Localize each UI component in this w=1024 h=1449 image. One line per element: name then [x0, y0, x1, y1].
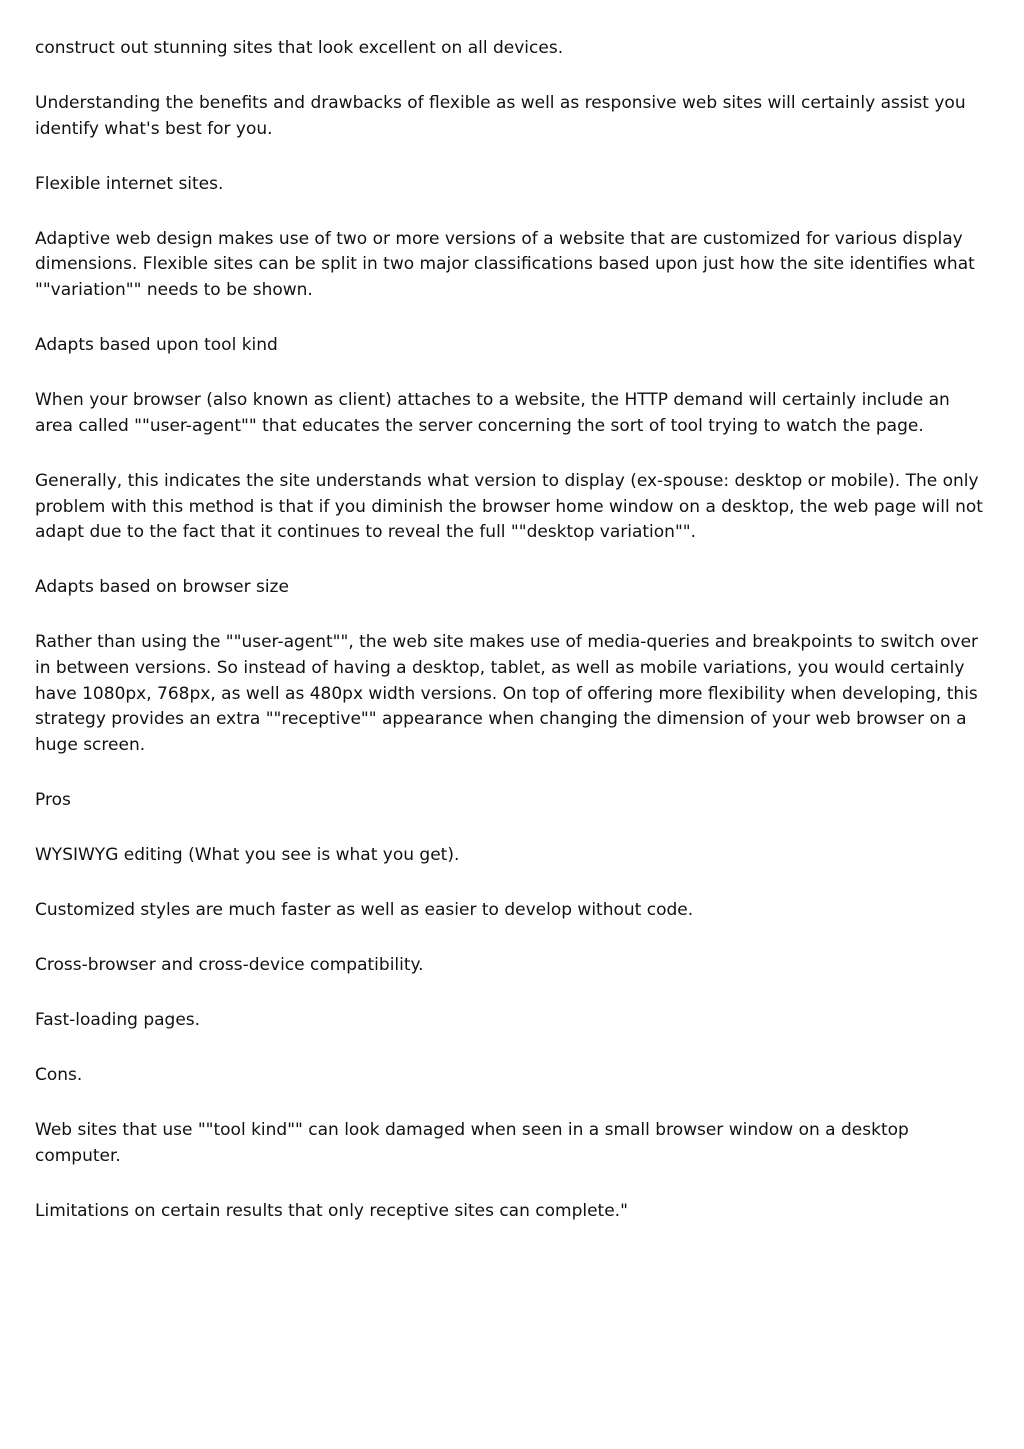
- heading-browser-size: Adapts based on browser size: [35, 577, 289, 598]
- paragraph-media-queries: Rather than using the ""user-agent"", the web site makes use of media-queries and breakpoints to switch over in between versions. So instead of having a desktop, tablet, as well as mobile variations, you would certainly have 1080px, 768px, as well as 480px width versions. On top of offering more flexibility when developing, this strategy provides an extra ""receptive"" appearance when changing the dimension of your web browser on a huge screen.: [35, 632, 979, 756]
- paragraph-understanding: Understanding the benefits and drawbacks of flexible as well as responsive web sites will certainly assist you identify what's best for you.: [35, 93, 966, 139]
- list-item-con-tool-kind: Web sites that use ""tool kind"" can look damaged when seen in a small browser window on a desktop computer.: [35, 1120, 909, 1166]
- list-item-pro-fast-loading: Fast-loading pages.: [35, 1010, 201, 1031]
- heading-flexible-sites: Flexible internet sites.: [35, 173, 224, 194]
- document-body: [35, 36, 990, 1254]
- paragraph-intro: construct out stunning sites that look excellent on all devices.: [35, 38, 564, 58]
- list-item-pro-compatibility: Cross-browser and cross-device compatibility.: [35, 955, 424, 976]
- list-item-pro-customized: Customized styles are much faster as well as easier to develop without code.: [35, 900, 694, 921]
- list-item-pro-wysiwyg: WYSIWYG editing (What you see is what you get).: [35, 845, 460, 866]
- paragraph-generally: Generally, this indicates the site understands what version to display (ex-spouse: desktop or mobile). The only problem with this method is that if you diminish the browser home window on a desktop, the web page will not adapt due to the fact that it continues to reveal the full ""desktop variation"".: [35, 470, 983, 543]
- heading-pros: Pros: [35, 790, 71, 811]
- list-item-con-limitations: Limitations on certain results that only receptive sites can complete.": [35, 1200, 628, 1221]
- heading-tool-kind: Adapts based upon tool kind: [35, 335, 278, 356]
- paragraph-user-agent: When your browser (also known as client) attaches to a website, the HTTP demand will certainly include an area called ""user-agent"" that educates the server concerning the sort of tool trying to watch the page.: [35, 390, 950, 436]
- heading-cons: Cons.: [35, 1065, 83, 1086]
- paragraph-adaptive-design: Adaptive web design makes use of two or more versions of a website that are customized for various display dimensions. Flexible sites can be split in two major classifications based upon just how the site identifies what ""variation"" needs to be shown.: [35, 228, 975, 301]
